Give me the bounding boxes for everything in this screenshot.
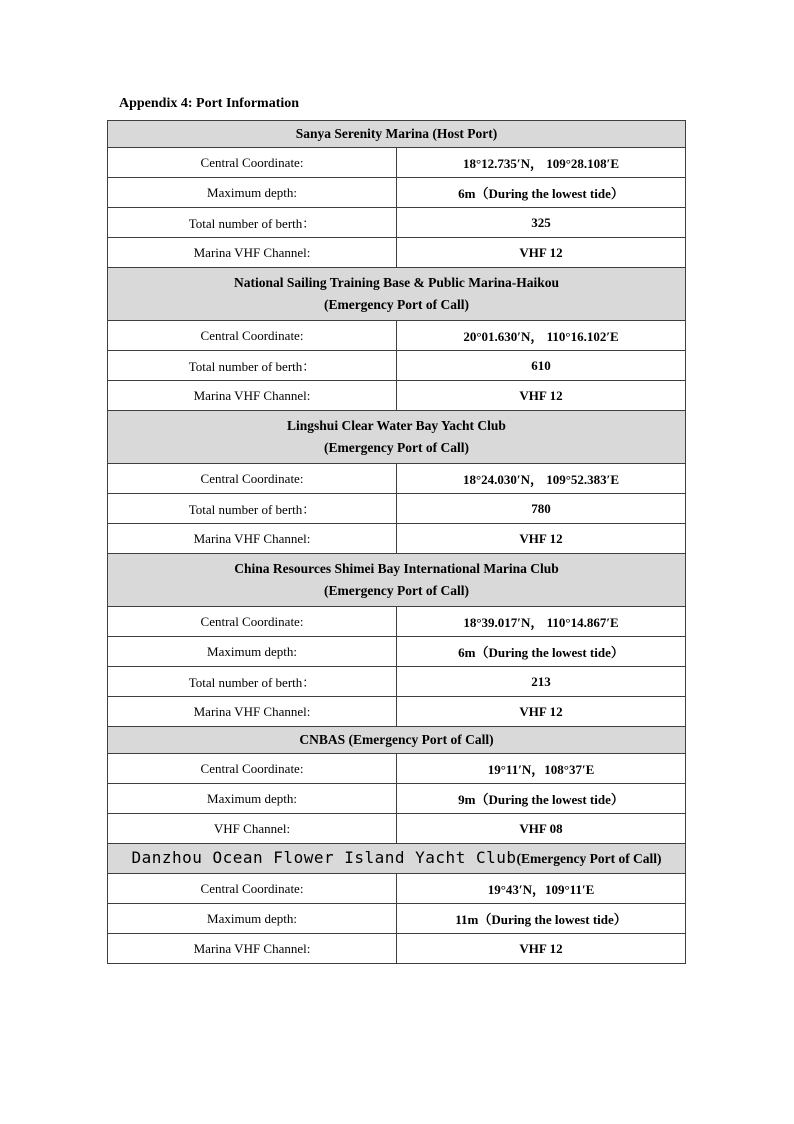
row-value-cell: 780 <box>397 494 686 524</box>
table-row <box>108 178 686 208</box>
table-row <box>108 814 686 844</box>
row-value-cell: VHF 12 <box>397 934 686 964</box>
section-title-line <box>112 847 681 870</box>
table-row <box>108 464 686 494</box>
row-label-cell: Maximum depth: <box>108 904 397 934</box>
table-row <box>108 637 686 667</box>
section-title-line <box>112 415 681 437</box>
table-row <box>108 697 686 727</box>
table-row <box>108 494 686 524</box>
table-row <box>108 874 686 904</box>
row-value-cell: 19°11′N，108°37′E <box>397 754 686 784</box>
section-title-segment: Sanya Serenity Marina (Host Port) <box>295 126 498 141</box>
row-value-cell: VHF 12 <box>397 697 686 727</box>
section-title-segment: China Resources Shimei Bay International Marina Club <box>234 561 559 576</box>
section-title-line <box>112 123 681 145</box>
row-label-cell: Total number of berth： <box>108 208 397 238</box>
section-header-row <box>108 844 686 874</box>
section-title-line <box>112 294 681 316</box>
port-info-table <box>107 120 686 964</box>
row-label-cell: Marina VHF Channel: <box>108 381 397 411</box>
row-value-cell: VHF 12 <box>397 524 686 554</box>
table-row <box>108 208 686 238</box>
section-title-segment: Lingshui Clear Water Bay Yacht Club <box>287 418 506 433</box>
table-row <box>108 784 686 814</box>
row-value-cell: VHF 08 <box>397 814 686 844</box>
table-row <box>108 381 686 411</box>
table-row <box>108 321 686 351</box>
section-header-row <box>108 554 686 607</box>
section-title-line <box>112 580 681 602</box>
section-title <box>108 554 686 607</box>
row-label-cell: Central Coordinate: <box>108 321 397 351</box>
row-value-cell: 19°43′N，109°11′E <box>397 874 686 904</box>
table-row <box>108 934 686 964</box>
row-label-cell: Central Coordinate: <box>108 874 397 904</box>
row-value-cell: 610 <box>397 351 686 381</box>
section-header-row <box>108 411 686 464</box>
row-value-cell: 11m（During the lowest tide） <box>397 904 686 934</box>
table-row <box>108 607 686 637</box>
row-label-cell: Total number of berth： <box>108 667 397 697</box>
section-title-line <box>112 729 681 751</box>
section-title <box>108 121 686 148</box>
table-row <box>108 351 686 381</box>
section-title-line <box>112 272 681 294</box>
section-header-row <box>108 727 686 754</box>
table-row <box>108 754 686 784</box>
row-label-cell: Maximum depth: <box>108 784 397 814</box>
section-title <box>108 727 686 754</box>
row-label-cell: Marina VHF Channel: <box>108 524 397 554</box>
row-value-cell: VHF 12 <box>397 381 686 411</box>
row-value-cell: 18°39.017′N， 110°14.867′E <box>397 607 686 637</box>
row-label-cell: VHF Channel: <box>108 814 397 844</box>
row-label-cell: Central Coordinate: <box>108 464 397 494</box>
section-title-segment: National Sailing Training Base & Public Marina-Haikou <box>233 275 560 290</box>
row-label-cell: Total number of berth： <box>108 494 397 524</box>
row-value-cell: 18°24.030′N， 109°52.383′E <box>397 464 686 494</box>
row-label-cell: Central Coordinate: <box>108 754 397 784</box>
table-row <box>108 148 686 178</box>
row-label-cell: Marina VHF Channel: <box>108 697 397 727</box>
row-label-cell: Central Coordinate: <box>108 607 397 637</box>
table-row <box>108 524 686 554</box>
row-label-cell: Marina VHF Channel: <box>108 238 397 268</box>
row-value-cell: 6m（During the lowest tide） <box>397 637 686 667</box>
section-header-row <box>108 268 686 321</box>
page-title: Appendix 4: Port Information <box>119 96 300 111</box>
row-value-cell: 9m（During the lowest tide） <box>397 784 686 814</box>
row-value-cell: 213 <box>397 667 686 697</box>
row-label-cell: Marina VHF Channel: <box>108 934 397 964</box>
row-label-cell: Maximum depth: <box>108 178 397 208</box>
row-value-cell: 6m（During the lowest tide） <box>397 178 686 208</box>
section-title-segment: (Emergency Port of Call) <box>323 440 470 455</box>
row-value-cell: 18°12.735′N， 109°28.108′E <box>397 148 686 178</box>
row-value-cell: VHF 12 <box>397 238 686 268</box>
section-title-segment: Danzhou Ocean Flower Island Yacht Club <box>131 848 517 867</box>
row-value-cell: 20°01.630′N， 110°16.102′E <box>397 321 686 351</box>
table-row <box>108 904 686 934</box>
section-header-row <box>108 121 686 148</box>
section-title-segment: (Emergency Port of Call) <box>516 851 662 866</box>
row-label-cell: Maximum depth: <box>108 637 397 667</box>
table-row <box>108 667 686 697</box>
table-row <box>108 238 686 268</box>
row-label-cell: Total number of berth： <box>108 351 397 381</box>
section-title <box>108 844 686 874</box>
section-title-segment: (Emergency Port of Call) <box>323 297 470 312</box>
section-title-segment: (Emergency Port of Call) <box>323 583 470 598</box>
row-label-cell: Central Coordinate: <box>108 148 397 178</box>
section-title-line <box>112 558 681 580</box>
section-title <box>108 411 686 464</box>
section-title-line <box>112 437 681 459</box>
section-title <box>108 268 686 321</box>
row-value-cell: 325 <box>397 208 686 238</box>
section-title-segment: CNBAS (Emergency Port of Call) <box>299 732 494 747</box>
